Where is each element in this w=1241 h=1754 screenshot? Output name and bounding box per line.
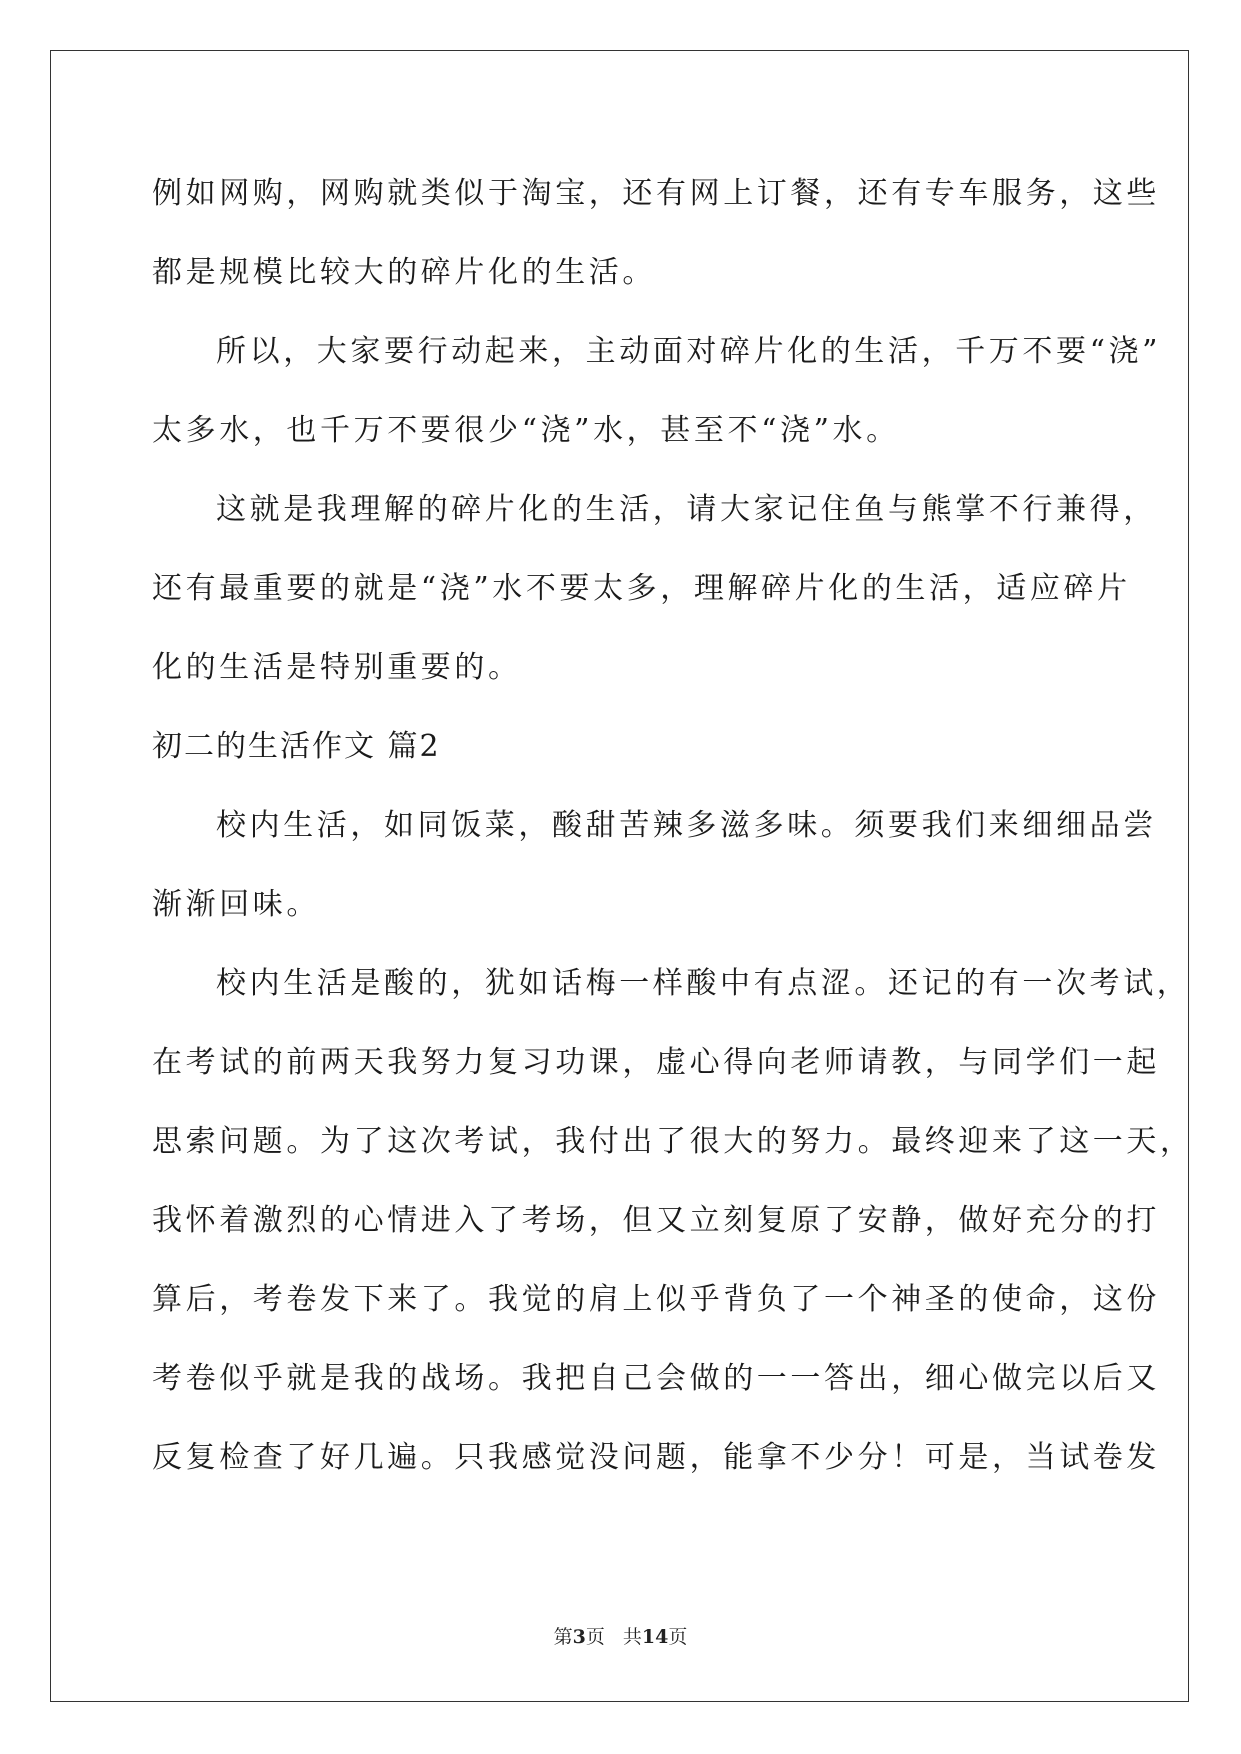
- paragraph-start-line: 这就是我理解的碎片化的生活，请大家记住鱼与熊掌不行兼得，: [216, 492, 1157, 527]
- text-line: 渐渐回味。: [152, 887, 320, 922]
- paragraph-start-line: 校内生活，如同饭菜，酸甜苦辣多滋多味。须要我们来细细品尝: [216, 808, 1157, 843]
- total-page-count: 14: [641, 1626, 669, 1648]
- text-line: 还有最重要的就是“浇”水不要太多，理解碎片化的生活，适应碎片: [152, 571, 1131, 606]
- text-line: 考卷似乎就是我的战场。我把自己会做的一一答出，细心做完以后又: [152, 1361, 1160, 1396]
- text-line: 太多水，也千万不要很少“浇”水，甚至不“浇”水。: [152, 413, 900, 448]
- total-prefix: 共: [622, 1626, 642, 1648]
- text-line: 算后，考卷发下来了。我觉的肩上似乎背负了一个神圣的使命，这份: [152, 1282, 1160, 1317]
- text-line: 反复检查了好几遍。只我感觉没问题，能拿不少分！可是，当试卷发: [152, 1440, 1160, 1475]
- page-suffix: 页: [585, 1626, 605, 1648]
- text-line: 都是规模比较大的碎片化的生活。: [152, 255, 656, 290]
- text-line: 例如网购，网购就类似于淘宝，还有网上订餐，还有专车服务，这些: [152, 176, 1160, 211]
- section-heading: 初二的生活作文 篇2: [152, 729, 441, 764]
- page-prefix: 第: [553, 1626, 573, 1648]
- current-page-number: 3: [572, 1626, 586, 1648]
- paragraph-start-line: 校内生活是酸的，犹如话梅一样酸中有点涩。还记的有一次考试，: [216, 966, 1191, 1001]
- text-line: 我怀着激烈的心情进入了考场，但又立刻复原了安静，做好充分的打: [152, 1203, 1160, 1238]
- total-suffix: 页: [668, 1626, 688, 1648]
- page-footer: [0, 1625, 1241, 1649]
- document-body: [152, 154, 1194, 1497]
- paragraph-start-line: 所以，大家要行动起来，主动面对碎片化的生活，千万不要“浇”: [216, 334, 1162, 369]
- text-line: 化的生活是特别重要的。: [152, 650, 522, 685]
- text-line: 在考试的前两天我努力复习功课，虚心得向老师请教，与同学们一起: [152, 1045, 1160, 1080]
- text-line: 思索问题。为了这次考试，我付出了很大的努力。最终迎来了这一天，: [152, 1124, 1194, 1159]
